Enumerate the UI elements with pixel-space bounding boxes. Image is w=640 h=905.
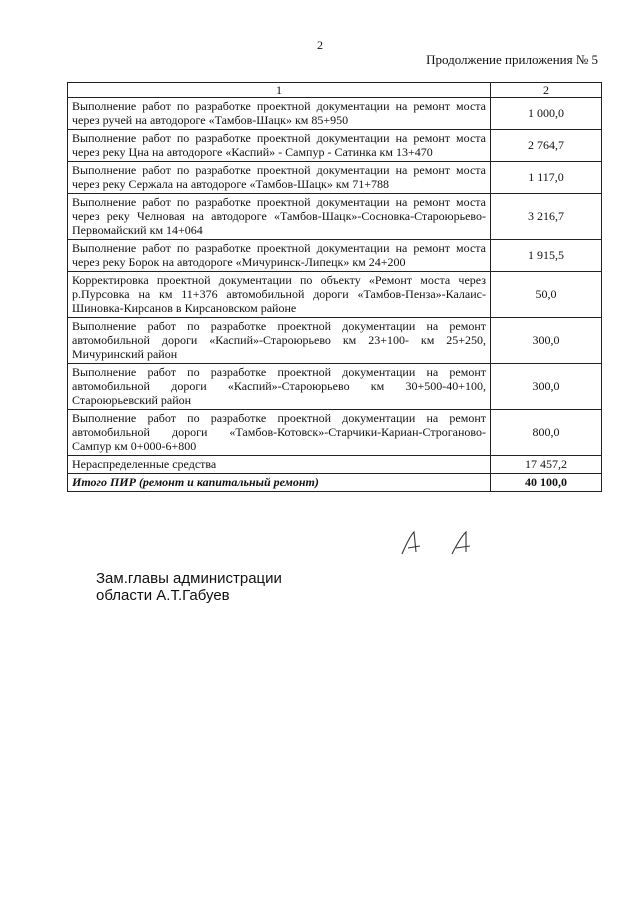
row-description: Нераспределенные средства [68, 456, 491, 474]
table-row [68, 98, 602, 130]
row-description: Выполнение работ по разработке проектной документации на ремонт моста через реку Борок на автодороге «Мичуринск-Липецк» км 24+200 [68, 240, 491, 272]
page-number: 2 [317, 38, 323, 52]
row-amount: 800,0 [491, 410, 602, 456]
table-body [68, 83, 602, 492]
row-amount: 2 764,7 [491, 130, 602, 162]
total-row [68, 474, 602, 492]
row-description: Выполнение работ по разработке проектной документации на ремонт моста через реку Сержала на автодороге «Тамбов-Шацк» км 71+788 [68, 162, 491, 194]
table-row [68, 240, 602, 272]
column-header-2: 2 [491, 83, 602, 98]
row-amount: 1 915,5 [491, 240, 602, 272]
table-row [68, 410, 602, 456]
row-amount: 1 117,0 [491, 162, 602, 194]
row-amount: 1 000,0 [491, 98, 602, 130]
column-header-1: 1 [68, 83, 491, 98]
row-amount: 3 216,7 [491, 194, 602, 240]
row-amount: 300,0 [491, 318, 602, 364]
row-amount: 17 457,2 [491, 456, 602, 474]
table-row [68, 272, 602, 318]
signature-block [96, 570, 282, 604]
row-description: Выполнение работ по разработке проектной документации на ремонт автомобильной дороги «Каспий»-Староюрьево км 30+500-40+100, Староюрьевский район [68, 364, 491, 410]
table-row [68, 456, 602, 474]
table-row [68, 130, 602, 162]
row-description: Выполнение работ по разработке проектной документации на ремонт автомобильной дороги «Каспий»-Староюрьево км 23+100- км 25+250, Мичуринский район [68, 318, 491, 364]
budget-table [67, 82, 602, 492]
table-row [68, 162, 602, 194]
row-description: Выполнение работ по разработке проектной документации на ремонт моста через реку Цна на автодороге «Каспий» - Сампур - Сатинка км 13+470 [68, 130, 491, 162]
signatory-name: области А.Т.Габуев [96, 587, 230, 604]
table-row [68, 194, 602, 240]
signatory-title: Зам.главы администрации [96, 570, 282, 587]
table-header-row [68, 83, 602, 98]
row-description: Выполнение работ по разработке проектной документации на ремонт моста через реку Челновая на автодороге «Тамбов-Шацк»-Сосновка-Староюрьево-Первомайский км 14+064 [68, 194, 491, 240]
table-row [68, 364, 602, 410]
row-amount: 50,0 [491, 272, 602, 318]
row-description: Выполнение работ по разработке проектной документации на ремонт автомобильной дороги «Тамбов-Котовск»-Старчики-Кариан-Строганово-Сампур км 0+000-6+800 [68, 410, 491, 456]
row-description: Корректировка проектной документации по объекту «Ремонт моста через р.Пурсовка на км 11+376 автомобильной дороги «Тамбов-Пенза»-Калаис-Шиновка-Кирсанов в Кирсановском районе [68, 272, 491, 318]
continuation-label: Продолжение приложения № 5 [426, 52, 598, 67]
total-amount: 40 100,0 [491, 474, 602, 492]
handwritten-mark [400, 530, 480, 560]
total-label: Итого ПИР (ремонт и капитальный ремонт) [68, 474, 491, 492]
table-row [68, 318, 602, 364]
row-description: Выполнение работ по разработке проектной документации на ремонт моста через ручей на автодороге «Тамбов-Шацк» км 85+950 [68, 98, 491, 130]
row-amount: 300,0 [491, 364, 602, 410]
